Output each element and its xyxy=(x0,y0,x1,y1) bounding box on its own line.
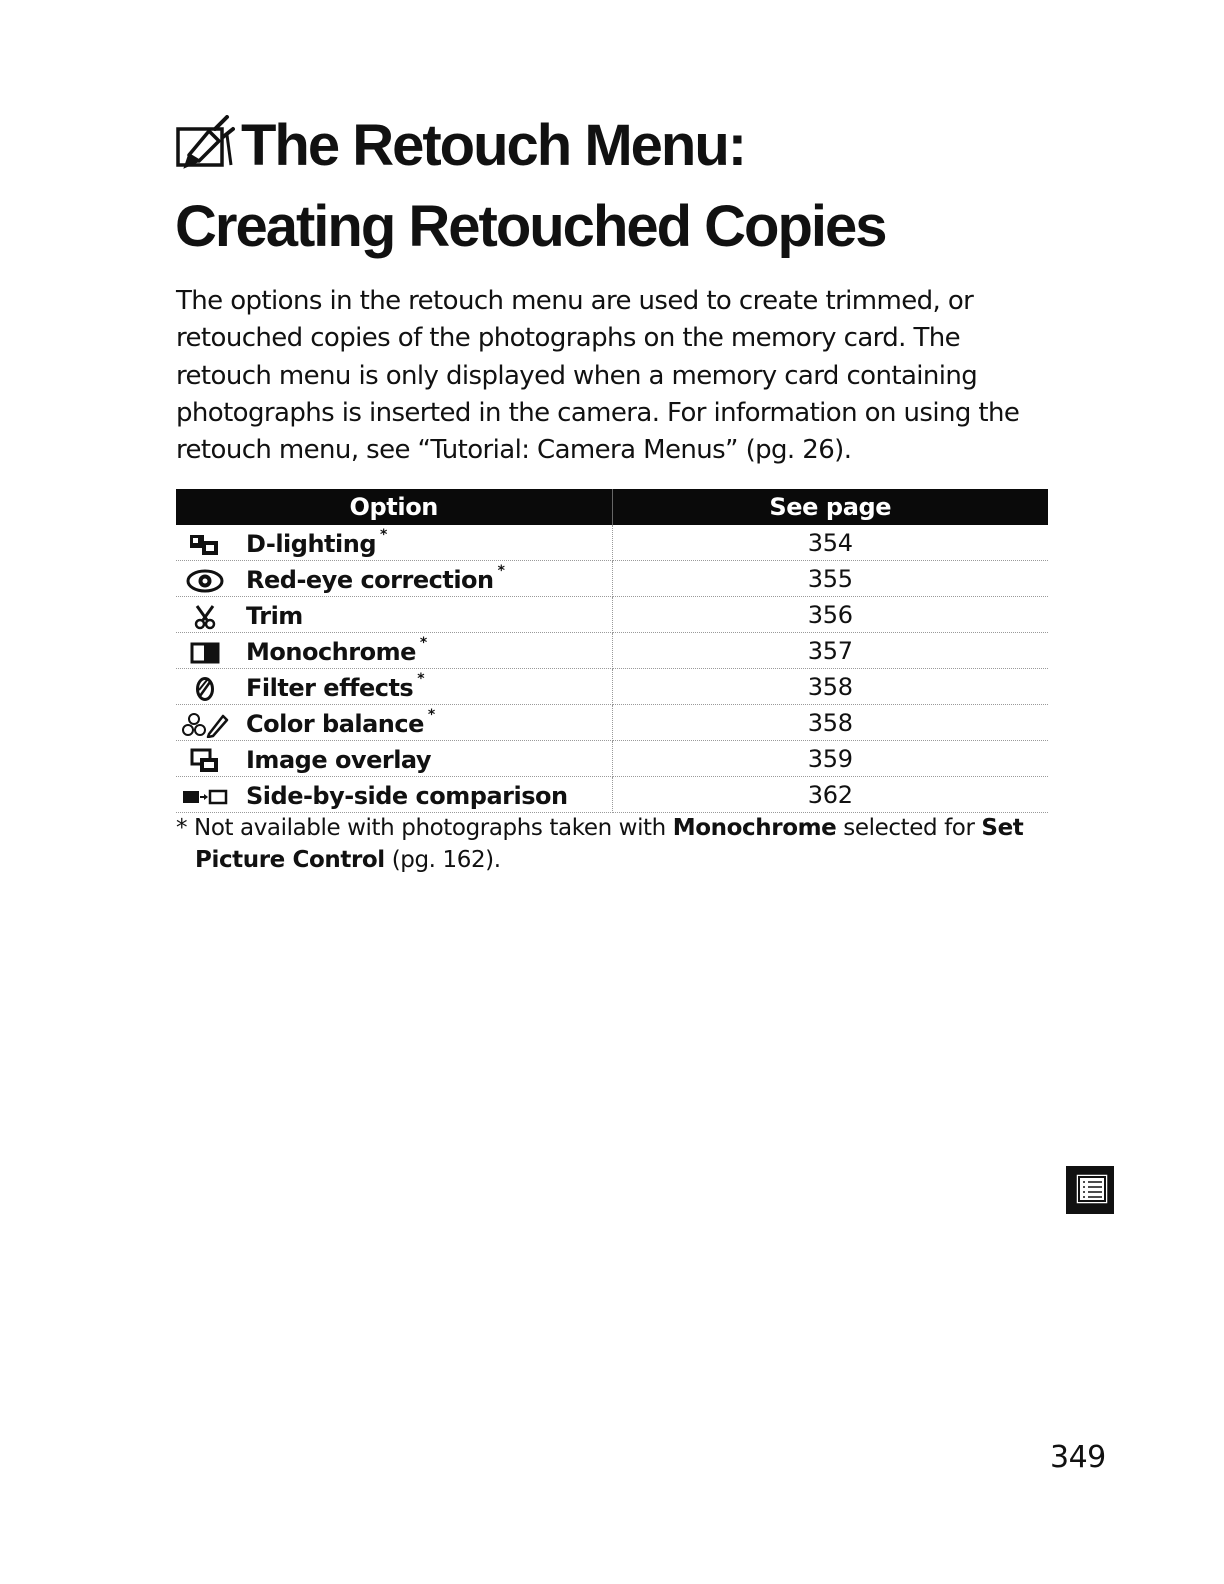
retouch-options-table xyxy=(176,489,1048,813)
page-cell: 358 xyxy=(612,705,1048,741)
option-cell xyxy=(176,597,612,633)
footnote-line-2 xyxy=(176,844,1046,876)
title-line-1 xyxy=(175,108,886,189)
footnote-star: * xyxy=(417,671,425,687)
table-row xyxy=(176,669,1048,705)
footnote-mid: selected for xyxy=(836,815,982,841)
title-text-1: The Retouch Menu: xyxy=(241,113,746,178)
intro-paragraph: The options in the retouch menu are used to create trimmed, or retouched copies of the photographs on the memory card. The retouch menu is only displayed when a memory card containing photographs is inserted in the camera. For information on using the retouch menu, see “Tutorial: Camera Menus” (pg. 26). xyxy=(176,286,1020,466)
page-number: 349 xyxy=(1050,1440,1106,1475)
page-cell: 359 xyxy=(612,741,1048,777)
option-cell xyxy=(176,561,612,597)
footnote-star: * xyxy=(427,707,436,723)
page-cell: 356 xyxy=(612,597,1048,633)
table-row xyxy=(176,705,1048,741)
title-line-2: Creating Retouched Copies xyxy=(175,194,886,259)
table-row xyxy=(176,741,1048,777)
page-title xyxy=(175,108,886,264)
trim-icon xyxy=(176,602,234,630)
footnote-picture-control: Picture Control xyxy=(195,847,385,873)
option-label: Image overlay xyxy=(246,746,432,774)
filter-effects-icon xyxy=(176,674,234,702)
header-see-page: See page xyxy=(612,489,1048,525)
option-label: D-lighting xyxy=(246,530,377,558)
option-label: Red-eye correction xyxy=(246,566,494,594)
page-cell: 354 xyxy=(612,525,1048,561)
option-label: Trim xyxy=(246,602,303,630)
option-cell xyxy=(176,741,612,777)
table-header-row xyxy=(176,489,1048,525)
d-lighting-icon xyxy=(176,530,234,558)
option-cell xyxy=(176,777,612,813)
table-row xyxy=(176,597,1048,633)
footnote-pre: * Not available with photographs taken with xyxy=(176,815,673,841)
page-cell: 357 xyxy=(612,633,1048,669)
table-row xyxy=(176,561,1048,597)
page-cell: 362 xyxy=(612,777,1048,813)
page-cell: 355 xyxy=(612,561,1048,597)
option-label: Monochrome xyxy=(246,638,416,666)
table-row xyxy=(176,777,1048,813)
image-overlay-icon xyxy=(176,746,234,774)
table-row xyxy=(176,633,1048,669)
table-row xyxy=(176,525,1048,561)
footnote-post: (pg. 162). xyxy=(384,847,501,873)
option-label: Filter effects xyxy=(246,674,414,702)
option-cell xyxy=(176,669,612,705)
option-label: Color balance xyxy=(246,710,424,738)
option-label: Side-by-side comparison xyxy=(246,782,568,810)
header-option: Option xyxy=(176,489,612,525)
footnote-set: Set xyxy=(981,815,1024,841)
page-cell: 358 xyxy=(612,669,1048,705)
side-by-side-icon xyxy=(176,782,234,810)
footnote xyxy=(176,812,1046,876)
monochrome-icon xyxy=(176,638,234,666)
footnote-monochrome: Monochrome xyxy=(672,815,837,841)
menu-list-icon xyxy=(1066,1166,1114,1218)
red-eye-icon xyxy=(176,566,234,594)
footnote-star: * xyxy=(380,527,388,543)
footnote-star: * xyxy=(419,635,428,651)
option-cell xyxy=(176,633,612,669)
option-cell xyxy=(176,705,612,741)
footnote-star: * xyxy=(497,563,505,579)
retouch-menu-icon xyxy=(175,114,235,189)
color-balance-icon xyxy=(176,710,234,738)
option-cell xyxy=(176,525,612,561)
